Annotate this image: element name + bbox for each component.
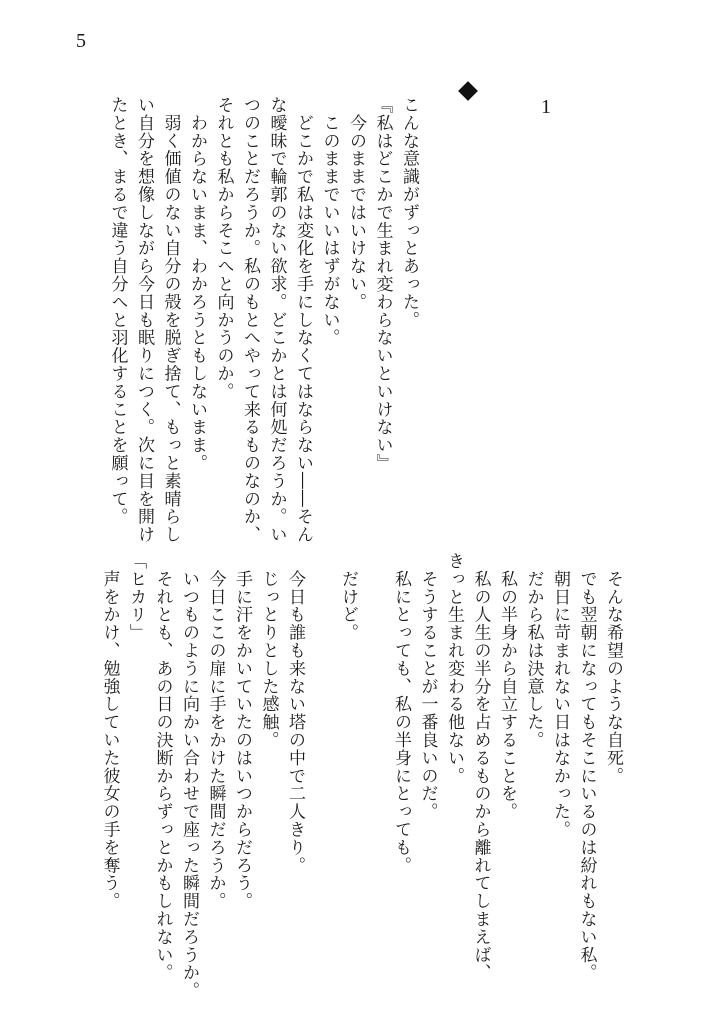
text-block-bottom — [96, 552, 626, 1000]
text-line: い自分を想像しながら今日も眠りにつく。次に目を開け — [134, 96, 154, 544]
text-line: 『私はどこかで生まれ変わらないといけない』 — [372, 96, 393, 472]
text-line: このままでいいはずがない。 — [319, 96, 340, 347]
text-block-top — [104, 96, 422, 544]
text-line: そんな希望のような自死。 — [603, 552, 623, 785]
text-line: わからないまま、わかろうともしないまま。 — [187, 96, 207, 472]
text-line: きっと生まれ変わる他ない。 — [444, 552, 464, 785]
text-line: 今日ここの扉に手をかけた瞬間だろうか。 — [205, 552, 226, 910]
text-line: どこかで私は変化を手にしなくてはならない――そん — [293, 96, 313, 544]
text-line: じっとりとした感触。 — [258, 552, 279, 749]
blank-line — [361, 552, 388, 952]
text-line: 手に汗をかいていたのはいつからだろう。 — [232, 552, 252, 910]
text-line: 「ヒカリ」 — [126, 552, 146, 642]
text-line: 今日も誰も来ない塔の中で二人きり。 — [285, 552, 305, 875]
text-line: 声をかけ、勉強していた彼女の手を奪う。 — [99, 552, 120, 910]
page-number: 5 — [76, 30, 86, 52]
text-line: 私にとっても、私の半身にとっても。 — [391, 552, 411, 875]
text-line: たとき、まるで違う自分へと羽化することを願って。 — [107, 96, 128, 526]
text-line: こんな意識がずっとあった。 — [399, 96, 419, 329]
text-line: いつものように向かい合わせで座った瞬間だろうか。 — [179, 552, 199, 1000]
text-line: それとも、あの日の決断からずっとかもしれない。 — [152, 552, 173, 982]
text-line: な曖昧で輪郭のない欲求。どこかとは何処だろうか。い — [266, 96, 287, 544]
blank-line — [308, 552, 335, 952]
section-marker-diamond-icon — [458, 81, 478, 101]
text-line: 弱く価値のない自分の殻を脱ぎ捨て、もっと素晴らし — [160, 96, 181, 544]
chapter-number: 1 — [541, 96, 551, 118]
text-line: 朝日に苛まれない日はなかった。 — [550, 552, 570, 839]
text-line: そうすることが一番良いのだ。 — [417, 552, 438, 821]
text-line: でも翌朝になってもそこにいるのは紛れもない私。 — [576, 552, 597, 982]
text-line: それとも私からそこへと向かうのか。 — [213, 96, 234, 401]
text-line: だから私は決意した。 — [523, 552, 544, 749]
text-line: 私の半身から自立することを。 — [497, 552, 517, 821]
text-line: 今のままではいけない。 — [346, 96, 366, 311]
text-line: だけど。 — [338, 552, 358, 642]
text-line: 私の人生の半分を占めるものから離れてしまえば、 — [470, 552, 491, 982]
text-line: つのことだろうか。私のもとへやって来るものなのか、 — [240, 96, 260, 544]
